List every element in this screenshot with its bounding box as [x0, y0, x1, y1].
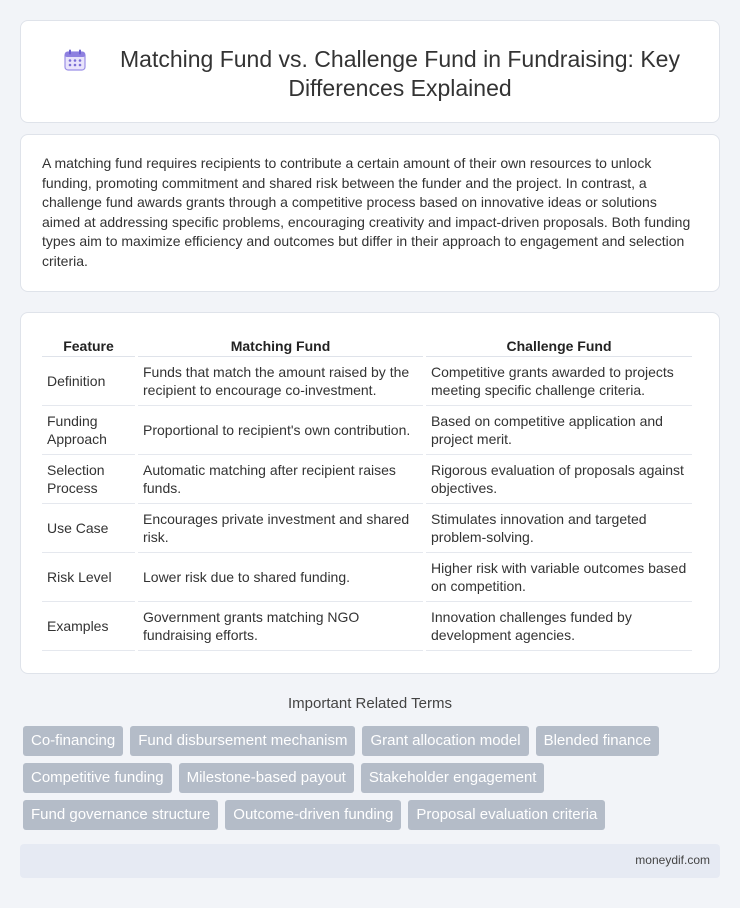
table-row	[42, 406, 692, 455]
title-card	[20, 20, 720, 123]
table-row	[42, 602, 692, 651]
row-feature: Funding Approach	[42, 406, 135, 455]
row-matching: Funds that match the amount raised by the recipient to encourage co-investment.	[138, 357, 423, 406]
related-terms-heading: Important Related Terms	[288, 695, 452, 712]
related-term-tag[interactable]: Grant allocation model	[362, 726, 528, 756]
header-feature: Feature	[42, 333, 135, 357]
intro-card	[20, 134, 720, 292]
comparison-card	[20, 312, 720, 674]
row-feature: Examples	[42, 602, 135, 651]
row-feature: Selection Process	[42, 455, 135, 504]
related-term-tag[interactable]: Fund disbursement mechanism	[130, 726, 355, 756]
comparison-table	[39, 333, 695, 651]
footer-bar	[20, 844, 720, 878]
related-term-tag[interactable]: Outcome-driven funding	[225, 800, 401, 830]
intro-paragraph: A matching fund requires recipients to contribute a certain amount of their own resources to unlock funding, promoting commitment and shared risk between the funder and the project. In contrast, a challenge fund awards grants through a competitive process based on innovative ideas or solutions aimed at addressing specific problems, encouraging creativity and impact-driven proposals. Both funding types aim to maximize efficiency and outcomes but differ in their approach to engagement and selection criteria.	[42, 155, 691, 269]
row-feature: Use Case	[42, 504, 135, 553]
row-matching: Government grants matching NGO fundraising efforts.	[138, 602, 423, 651]
row-challenge: Innovation challenges funded by development agencies.	[426, 602, 692, 651]
row-matching: Automatic matching after recipient raises funds.	[138, 455, 423, 504]
header-matching-fund: Matching Fund	[138, 333, 423, 357]
row-challenge: Based on competitive application and project merit.	[426, 406, 692, 455]
related-term-tag[interactable]: Blended finance	[536, 726, 660, 756]
tag-row	[23, 800, 723, 830]
tag-row	[23, 726, 723, 756]
table-row	[42, 504, 692, 553]
row-matching: Lower risk due to shared funding.	[138, 553, 423, 602]
table-row	[42, 553, 692, 602]
table-header-row	[42, 333, 692, 357]
related-term-tag[interactable]: Milestone-based payout	[179, 763, 354, 793]
table-row	[42, 455, 692, 504]
related-term-tag[interactable]: Fund governance structure	[23, 800, 218, 830]
row-matching: Encourages private investment and shared risk.	[138, 504, 423, 553]
row-challenge: Competitive grants awarded to projects meeting specific challenge criteria.	[426, 357, 692, 406]
row-feature: Risk Level	[42, 553, 135, 602]
tag-row	[23, 763, 723, 793]
row-challenge: Rigorous evaluation of proposals against objectives.	[426, 455, 692, 504]
site-name[interactable]: moneydif.com	[635, 853, 710, 867]
header-challenge-fund: Challenge Fund	[426, 333, 692, 357]
related-term-tag[interactable]: Stakeholder engagement	[361, 763, 545, 793]
row-challenge: Stimulates innovation and targeted problem-solving.	[426, 504, 692, 553]
related-terms-list	[23, 726, 723, 837]
related-term-tag[interactable]: Proposal evaluation criteria	[408, 800, 605, 830]
related-term-tag[interactable]: Co-financing	[23, 726, 123, 756]
row-challenge: Higher risk with variable outcomes based on competition.	[426, 553, 692, 602]
table-row	[42, 357, 692, 406]
related-term-tag[interactable]: Competitive funding	[23, 763, 172, 793]
row-matching: Proportional to recipient's own contribution.	[138, 406, 423, 455]
row-feature: Definition	[42, 357, 135, 406]
calendar-icon	[63, 48, 87, 72]
page-title: Matching Fund vs. Challenge Fund in Fundraising: Key Differences Explained	[120, 46, 680, 101]
